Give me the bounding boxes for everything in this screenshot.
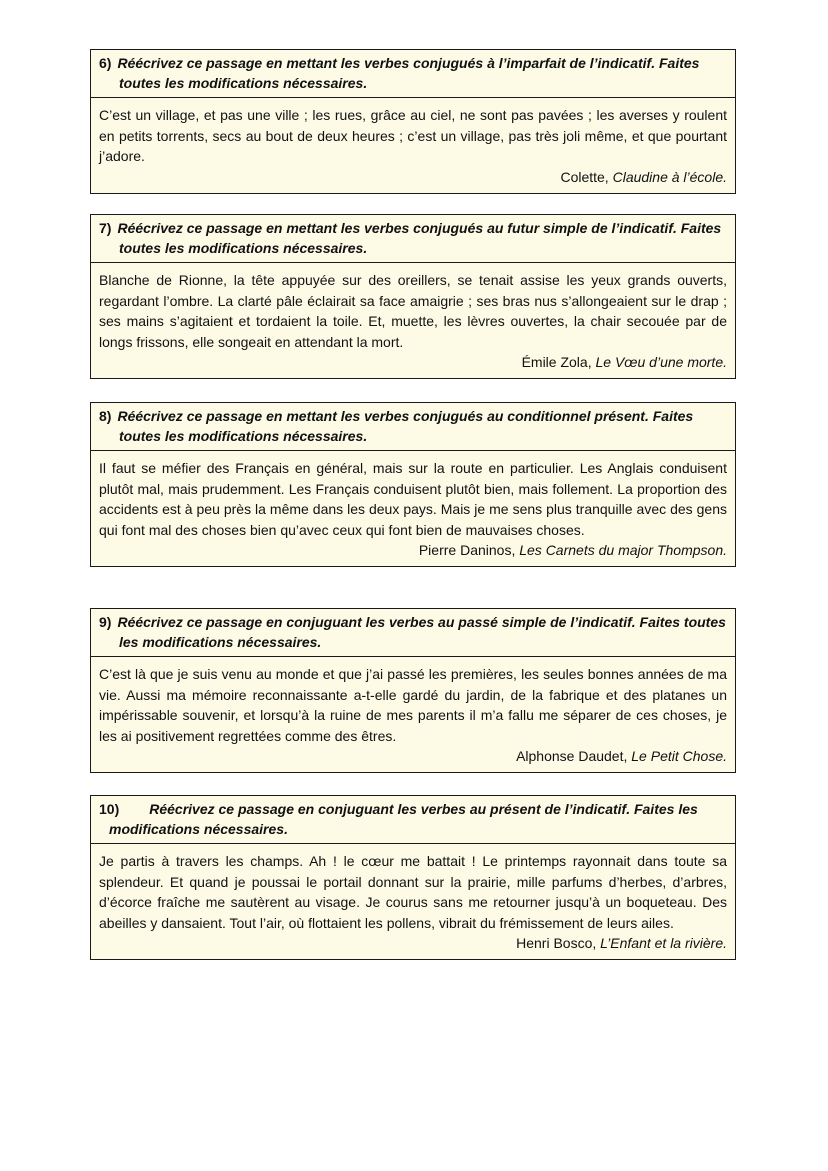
instruction-line-2: toutes les modifications nécessaires. [119,428,368,444]
source-author: Henri Bosco, [516,935,597,951]
instruction-line-2: modifications nécessaires. [109,821,288,837]
exercise-8 [90,402,736,567]
instruction-line-2: toutes les modifications nécessaires. [119,240,368,256]
instruction-line-1: Réécrivez ce passage en mettant les verbes conjugués au futur simple de l’indicatif. Faites [117,220,722,236]
exercise-10 [90,795,736,960]
source-work: Le Petit Chose. [631,748,727,764]
passage-text: C’est là que je suis venu au monde et que j’ai passé les premières, les seules bonnes années de ma vie. Aussi ma mémoire reconnaissante a-t-elle gardé du jardin, de la fabrique et des platanes un impérissable souvenir, et lorsqu’à la ruine de mes parents il m’a fallu me séparer de ces choses, je les ai positivement regrettées comme des êtres. [99,666,727,744]
exercise-number: 10) [99,801,120,817]
instruction-line-1: Réécrivez ce passage en mettant les verbes conjugués au conditionnel présent. Faites [117,408,694,424]
passage-source [91,746,735,772]
passage-source [91,933,735,959]
instruction-line-2: toutes les modifications nécessaires. [119,75,368,91]
source-work: Claudine à l’école. [612,168,727,185]
source-author: Pierre Daninos, [418,542,516,558]
source-author: Colette, [560,168,609,185]
exercise-7 [90,214,736,379]
passage-source [91,540,735,566]
source-author: Émile Zola, [521,354,592,370]
exercise-instruction [91,215,735,263]
exercise-instruction [91,50,735,98]
passage-text: Il faut se méfier des Français en général, mais sur la route en particulier. Les Anglais conduisent plutôt mal, mais prudemment. Les Français conduisent plutôt bien, mais follement. La proportion des accidents est à peu près la même dans les deux pays. Mais je me sens plus tranquille avec des gens qui font mal des choses bien qu’avec ceux qui font bien de mauvaises choses. [99,460,727,538]
passage-source [91,352,735,378]
source-work: Le Vœu d’une morte. [595,354,727,370]
source-work: L’Enfant et la rivière. [600,935,727,951]
exercise-instruction [91,609,735,657]
exercise-number: 9) [99,614,112,630]
exercise-number: 6) [99,55,112,71]
exercise-9 [90,608,736,773]
instruction-line-2: les modifications nécessaires. [119,634,322,650]
exercise-instruction [91,403,735,451]
passage-text: Je partis à travers les champs. Ah ! le cœur me battait ! Le printemps rayonnait dans toute sa splendeur. Et quand je poussai le portail donnant sur la prairie, mille parfums d’herbes, d’arbres, d’écorce fraîche me sautèrent au visage. Je courus sans me retourner jusqu’à un boqueteau. Des abeilles y dansaient. Tout l’air, où flottaient les pollens, vibrait du frémissement de leurs ailes. [99,853,727,931]
passage-text: Blanche de Rionne, la tête appuyée sur des oreillers, se tenait assise les yeux grands ouverts, regardant l’ombre. La clarté pâle éclairait sa face amaigrie ; ses bras nus s’allongeaient sur le drap ; ses mains s’agitaient et tordaient la toile. Et, muette, les lèvres ouvertes, la chair secouée par de longs frissons, elle songeait en attendant la mort. [99,272,727,350]
instruction-line-1: Réécrivez ce passage en conjuguant les verbes au présent de l’indicatif. Faites les [149,801,698,817]
instruction-line-1: Réécrivez ce passage en conjuguant les verbes au passé simple de l’indicatif. Faites toutes [117,614,726,630]
exercise-6 [90,49,736,194]
instruction-line-1: Réécrivez ce passage en mettant les verbes conjugués à l’imparfait de l’indicatif. Faites [117,55,700,71]
exercise-number: 7) [99,220,112,236]
source-work: Les Carnets du major Thompson. [519,542,727,558]
exercise-instruction [91,796,735,844]
source-author: Alphonse Daudet, [516,748,628,764]
passage-source [91,167,735,193]
exercise-number: 8) [99,408,112,424]
passage-text: C’est un village, et pas une ville ; les rues, grâce au ciel, ne sont pas pavées ; les averses y roulent en petits torrents, secs au bout de deux heures ; c’est un village, pas très joli même, et que pourtant j’adore. [99,107,727,164]
